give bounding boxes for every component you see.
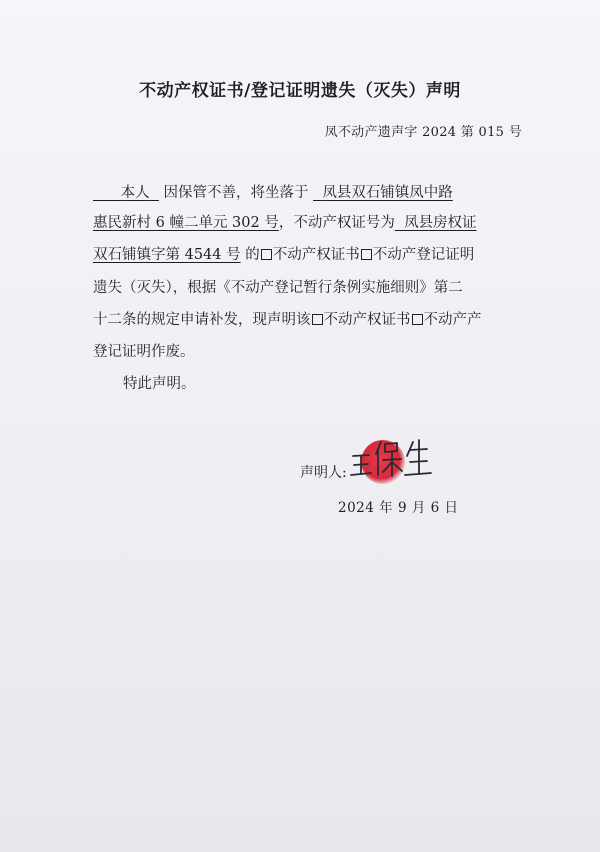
body-text: 十二条的规定申请补发，现声明该 (93, 312, 311, 328)
declaration-date: 2024 年 9 月 6 日 (338, 500, 459, 516)
option-label: 不动产权证书 (272, 247, 360, 263)
option-label: 不动产产 (423, 312, 482, 328)
cert-number-blank: 凤县房权证 (404, 215, 477, 231)
document-number: 凤不动产遗声字 2024 第 015 号 (324, 125, 522, 140)
body-line-4: 遗失（灭失），根据《不动产登记暂行条例实施细则》第二 (93, 280, 463, 296)
body-line-6: 登记证明作废。 (93, 344, 195, 360)
document-title: 不动产权证书/登记证明遗失（灭失）声明 (139, 81, 461, 101)
checkbox (312, 314, 323, 325)
checkbox (361, 249, 372, 260)
handwritten-signature (347, 420, 447, 484)
body-line-5 (93, 310, 482, 330)
body-text: 因保管不善，将坐落于 (163, 185, 309, 201)
cert-number-blank: 双石铺镇字第 4544 号 (93, 247, 241, 263)
body-text: ，不动产权证号为 (278, 215, 395, 231)
location-blank: 惠民新村 6 幢二单元 302 号 (93, 215, 279, 231)
option-label: 不动产权证书 (323, 312, 411, 328)
checkbox (261, 249, 272, 260)
body-line-2 (93, 213, 477, 233)
body-line-3 (93, 245, 474, 265)
checkbox (412, 314, 423, 325)
declarant-label: 声明人: (300, 465, 347, 481)
option-label: 不动产登记证明 (372, 247, 475, 263)
body-line-1 (93, 183, 453, 203)
closing-text: 特此声明。 (123, 376, 196, 392)
body-text: 的 (245, 247, 260, 263)
declarant-blank: 本人 (120, 185, 150, 201)
location-blank: 凤县双石铺镇凤中路 (322, 185, 453, 201)
